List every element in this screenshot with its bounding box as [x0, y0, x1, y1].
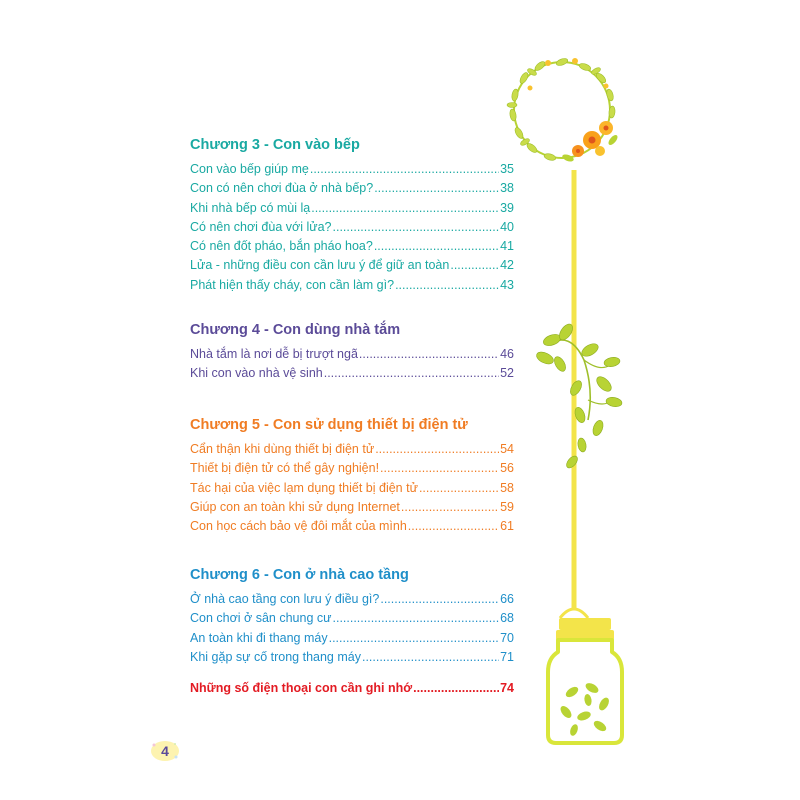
entry-title: Khi con vào nhà vệ sinh: [190, 366, 323, 381]
entry-page: 59: [500, 499, 514, 514]
flower-wreath-icon: [507, 57, 619, 163]
chapter-title: Chương 6 - Con ở nhà cao tầng: [190, 567, 409, 583]
toc-entry[interactable]: [190, 199, 514, 218]
toc-entry[interactable]: [190, 679, 514, 698]
entry-title: Thiết bị điện tử có thể gây nghiện!: [190, 461, 380, 476]
toc-list: [190, 440, 514, 536]
leader-dots: [375, 440, 499, 459]
entry-page: 43: [500, 277, 514, 292]
toc-entry[interactable]: [190, 629, 514, 648]
chapter-4-section: [190, 321, 514, 384]
leader-dots: [419, 479, 499, 498]
entry-title: Nhà tắm là nơi dễ bị trượt ngã: [190, 347, 358, 361]
entry-page: 54: [500, 442, 514, 456]
leader-dots: [333, 218, 500, 237]
entry-title: Có nên chơi đùa với lửa?: [190, 219, 332, 234]
entry-page: 41: [500, 239, 514, 254]
entry-title: Con vào bếp giúp mẹ: [190, 162, 309, 176]
entry-title: Khi gặp sự cố trong thang máy: [190, 649, 361, 664]
toc-entry[interactable]: [190, 498, 514, 517]
leader-dots: [395, 276, 499, 295]
entry-page: 71: [500, 649, 514, 664]
entry-title: Cẩn thận khi dùng thiết bị điện tử: [190, 442, 375, 456]
toc-entry[interactable]: [190, 256, 514, 275]
toc-entry[interactable]: [190, 345, 514, 364]
entry-page: 38: [500, 181, 514, 196]
leader-dots: [329, 629, 500, 648]
entry-page: 74: [500, 681, 514, 695]
entry-page: 39: [500, 200, 514, 215]
leader-dots: [374, 237, 499, 256]
leader-dots: [408, 517, 499, 536]
chapter-title: Chương 5 - Con sử dụng thiết bị điện tử: [190, 417, 468, 433]
vine-leaves-icon: [535, 322, 623, 470]
entry-title: Giúp con an toàn khi sử dụng Internet: [190, 499, 400, 514]
entry-page: 70: [500, 630, 514, 645]
leader-dots: [324, 364, 499, 383]
chapter-title: Chương 3 - Con vào bếp: [190, 137, 360, 153]
toc-entry[interactable]: [190, 479, 514, 498]
entry-page: 61: [500, 519, 514, 534]
entry-title: Lửa - những điều con cần lưu ý để giữ an toàn: [190, 258, 450, 273]
entry-title: Ở nhà cao tầng con lưu ý điều gì?: [190, 592, 380, 606]
leader-dots: [401, 498, 499, 517]
chapter-5-section: [190, 416, 514, 536]
page-number: 4: [161, 743, 169, 759]
entry-page: 68: [500, 611, 514, 626]
chapter-3-section: [190, 136, 514, 295]
toc-entry[interactable]: [190, 459, 514, 478]
entry-page: 40: [500, 219, 514, 234]
leader-dots: [359, 345, 499, 364]
jar-icon: [548, 609, 622, 743]
toc-entry[interactable]: [190, 237, 514, 256]
leader-dots: [380, 459, 499, 478]
chapter-6-section: [190, 566, 514, 667]
entry-page: 35: [500, 162, 514, 176]
entry-page: 56: [500, 461, 514, 476]
toc-list: [190, 160, 514, 295]
toc-entry[interactable]: [190, 276, 514, 295]
leader-dots: [362, 648, 499, 667]
entry-title: Khi nhà bếp có mùi lạ: [190, 200, 311, 215]
leader-dots: [450, 256, 499, 275]
toc-entry[interactable]: [190, 517, 514, 536]
toc-entry[interactable]: [190, 648, 514, 667]
toc-list: [190, 345, 514, 384]
page-number-badge: [150, 740, 180, 762]
entry-title: An toàn khi đi thang máy: [190, 630, 328, 645]
toc-entry[interactable]: [190, 440, 514, 459]
entry-title: Phát hiện thấy cháy, con cần làm gì?: [190, 277, 395, 292]
leader-dots: [380, 590, 499, 609]
leader-dots: [413, 679, 499, 698]
leader-dots: [374, 179, 499, 198]
toc-entry[interactable]: [190, 179, 514, 198]
entry-page: 52: [500, 366, 514, 381]
entry-page: 42: [500, 258, 514, 273]
entry-title: Con có nên chơi đùa ở nhà bếp?: [190, 181, 374, 196]
entry-title: Tác hại của việc lạm dụng thiết bị điện tử: [190, 480, 418, 495]
phone-numbers-section: [190, 679, 514, 698]
toc-entry[interactable]: [190, 364, 514, 383]
entry-title: Con chơi ở sân chung cư: [190, 611, 332, 626]
leader-dots: [310, 160, 499, 179]
toc-list: [190, 590, 514, 667]
entry-title: Con học cách bảo vệ đôi mắt của mình: [190, 519, 407, 534]
leader-dots: [333, 609, 500, 628]
entry-page: 58: [500, 480, 514, 495]
entry-page: 46: [500, 347, 514, 361]
leader-dots: [311, 199, 499, 218]
entry-page: 66: [500, 592, 514, 606]
chapter-title: Chương 4 - Con dùng nhà tắm: [190, 322, 401, 338]
toc-entry[interactable]: [190, 609, 514, 628]
entry-title: Có nên đốt pháo, bắn pháo hoa?: [190, 239, 373, 254]
toc-entry[interactable]: [190, 218, 514, 237]
toc-entry[interactable]: [190, 590, 514, 609]
entry-title: Những số điện thoại con cần ghi nhớ: [190, 681, 413, 695]
toc-entry[interactable]: [190, 160, 514, 179]
